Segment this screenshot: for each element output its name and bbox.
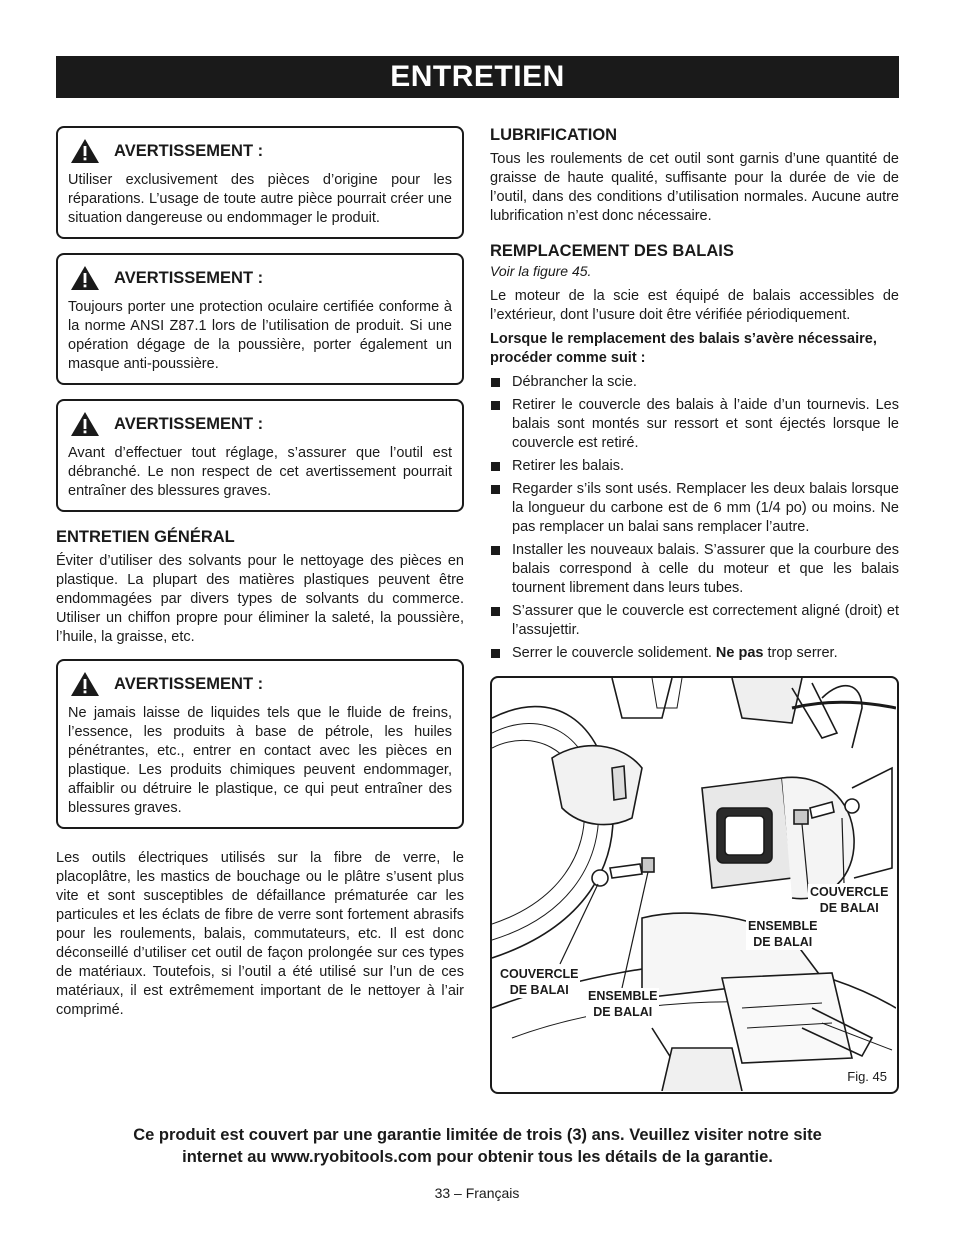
warning-title: AVERTISSEMENT :	[114, 414, 264, 433]
label-cover-right: COUVERCLE DE BALAI	[810, 885, 889, 915]
bullet-square-icon	[491, 378, 500, 387]
lubrification-text: Tous les roulements de cet outil sont garnis d’une quantité de graisse de haute qualité, suffisante pour la durée de vie de l’outil, dans des conditions d’utilisation normales. Aucune autre lubrification n’est donc nécessaire.	[490, 151, 899, 224]
bullet-square-icon	[491, 462, 500, 471]
left-column	[56, 126, 464, 1020]
general-heading: ENTRETIEN GÉNÉRAL	[56, 528, 235, 546]
bullet-square-icon	[491, 485, 500, 494]
label-cover-left: COUVERCLE DE BALAI	[500, 967, 579, 997]
warranty-notice: Ce produit est couvert par une garantie limitée de trois (3) ans. Veuillez visiter notre site internet au www.ryobitools.com pour obtenir tous les détails de la garantie.	[133, 1126, 822, 1166]
bullet-square-icon	[491, 546, 500, 555]
warning-text: Toujours porter une protection oculaire certifiée conforme à la norme ANSI Z87.1 lors de l’utilisation de produit. Si une opération dégage de la poussière, porter également un masque anti-poussière.	[68, 299, 452, 372]
warning-text: Ne jamais laisse de liquides tels que le fluide de freins, l’essence, les produits à base de pétrole, les huiles pénétrantes, etc., entrer en contact avec les pièces en plastique. Les produits chimiques peuvent endommager, affaiblir ou détruire le plastique, ce qui peut entraîner des blessures graves.	[68, 705, 452, 816]
list-item: S’assurer que le couvercle est correctement aligné (droit) et l’assujettir.	[490, 602, 899, 640]
lubrification-heading: LUBRIFICATION	[490, 126, 618, 144]
right-column	[490, 126, 899, 667]
general-text: Éviter d’utiliser des solvants pour le nettoyage des pièces en plastique. La plupart des matières plastiques peuvent être endommagées par divers types de solvants du commerce. Utiliser un chiffon propre pour éliminer la saleté, la poussière, l’huile, la graisse, etc.	[56, 553, 464, 645]
figure-45	[490, 676, 899, 1094]
warning-triangle-icon	[70, 265, 100, 291]
list-item: Débrancher la scie.	[490, 373, 899, 392]
bullet-square-icon	[491, 607, 500, 616]
warning-box-3	[56, 399, 464, 512]
steps-list	[490, 373, 899, 663]
warning-box-4	[56, 659, 464, 829]
warning-triangle-icon	[70, 138, 100, 164]
bullet-square-icon	[491, 649, 500, 658]
list-item: Installer les nouveaux balais. S’assurer que la courbure des balais correspond à celle du moteur et que les balais tournent librement dans leurs tubes.	[490, 541, 899, 598]
warning-title: AVERTISSEMENT :	[114, 268, 264, 287]
fiberglass-text: Les outils électriques utilisés sur la fibre de verre, le placoplâtre, les mastics de bouchage ou le plâtre s’usent plus vite et sont susceptibles de défaillance prématurée car les particules et les éclats de fibre de verre sont fortement abrasifs pour les roulements, balais, commutateurs, etc. Il est donc déconseillé d’utiliser cet outil de façon prolongée sur ces types de matériaux. Toutefois, si l’outil a été utilisé sur l’un de ces matériaux, il est extrêmement important de le nettoyer à l’air comprimé.	[56, 850, 464, 1018]
warning-title: AVERTISSEMENT :	[114, 141, 264, 160]
brushes-procedure: Lorsque le remplacement des balais s’avère nécessaire, procéder comme suit :	[490, 331, 877, 366]
page-number: 33 – Français	[434, 1185, 520, 1201]
figure-caption: Fig. 45	[847, 1069, 887, 1084]
label-assembly-left: ENSEMBLE DE BALAI	[588, 989, 658, 1019]
bullet-square-icon	[491, 401, 500, 410]
list-item: Serrer le couvercle solidement. Ne pas trop serrer.	[490, 644, 899, 663]
warning-text: Utiliser exclusivement des pièces d’origine pour les réparations. L’usage de toute autre pièce pourrait créer une situation dangereuse ou endommager le produit.	[68, 172, 452, 226]
warning-box-2	[56, 253, 464, 385]
label-assembly-right: ENSEMBLE DE BALAI	[748, 919, 818, 949]
brushes-intro: Le moteur de la scie est équipé de balais accessibles de l’extérieur, dont l’usure doit être vérifiée périodiquement.	[490, 288, 899, 323]
page-title: ENTRETIEN	[56, 56, 899, 98]
warning-triangle-icon	[70, 671, 100, 697]
list-item: Retirer les balais.	[490, 457, 899, 476]
list-item: Retirer le couvercle des balais à l’aide d’un tournevis. Les balais sont montés sur ressort et sont éjectés lorsque le couvercle est retiré.	[490, 396, 899, 453]
brushes-heading: REMPLACEMENT DES BALAIS	[490, 242, 734, 260]
see-figure-note: Voir la figure 45.	[490, 263, 592, 279]
warning-box-1	[56, 126, 464, 239]
warning-title: AVERTISSEMENT :	[114, 674, 264, 693]
list-item: Regarder s’ils sont usés. Remplacer les deux balais lorsque la longueur du carbone est de 6 mm (1/4 po) ou moins. Ne pas remplacer un balai sans remplacer l’autre.	[490, 480, 899, 537]
warning-text: Avant d’effectuer tout réglage, s’assurer que l’outil est débranché. Le non respect de cet avertissement pourrait entraîner des blessures graves.	[68, 445, 452, 499]
warning-triangle-icon	[70, 411, 100, 437]
